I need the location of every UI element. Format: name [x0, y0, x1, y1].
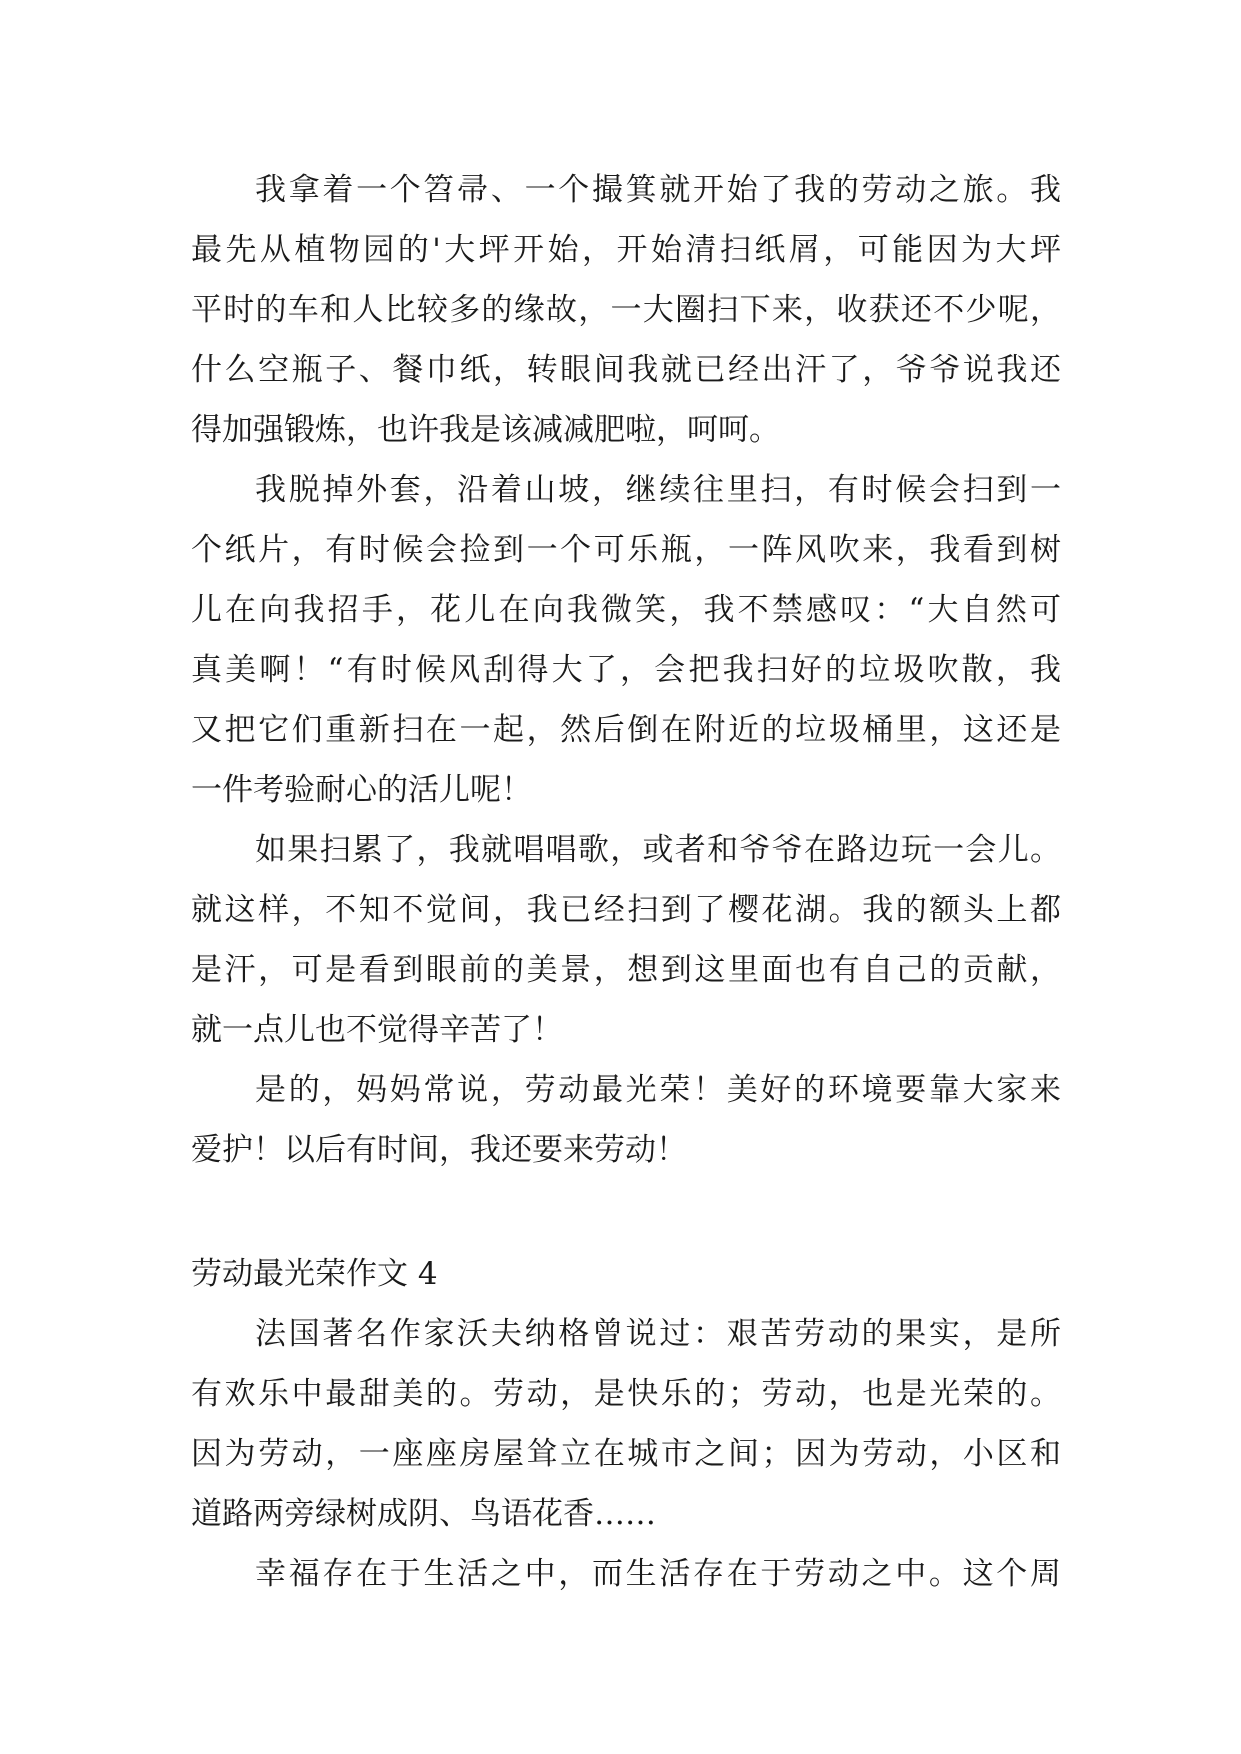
- text-line: 儿在向我招手，花儿在向我微笑，我不禁感叹：“大自然可: [191, 592, 1061, 628]
- text-line: 法国著名作家沃夫纳格曾说过：艰苦劳动的果实，是所: [255, 1316, 1061, 1352]
- text-line: 因为劳动，一座座房屋耸立在城市之间；因为劳动，小区和: [191, 1436, 1061, 1472]
- text-line: 得加强锻炼，也许我是该减减肥啦，呵呵。: [191, 412, 780, 448]
- text-line: 就这样，不知不觉间，我已经扫到了樱花湖。我的额头上都: [191, 892, 1061, 928]
- text-line: 如果扫累了，我就唱唱歌，或者和爷爷在路边玩一会儿。: [255, 832, 1061, 868]
- section-title: 劳动最光荣作文 4: [191, 1256, 438, 1292]
- text-line: 一件考验耐心的活儿呢！: [191, 772, 532, 808]
- text-line: 个纸片，有时候会捡到一个可乐瓶，一阵风吹来，我看到树: [191, 532, 1061, 568]
- paragraph: [191, 460, 1061, 820]
- text-line: 最先从植物园的'大坪开始，开始清扫纸屑，可能因为大坪: [191, 232, 1061, 268]
- paragraph: [191, 1544, 1061, 1604]
- text-line: 我拿着一个笤帚、一个撮箕就开始了我的劳动之旅。我: [255, 172, 1061, 208]
- text-line: 有欢乐中最甜美的。劳动，是快乐的；劳动，也是光荣的。: [191, 1376, 1061, 1412]
- text-line: 什么空瓶子、餐巾纸，转眼间我就已经出汗了，爷爷说我还: [191, 352, 1061, 388]
- text-line: 是汗，可是看到眼前的美景，想到这里面也有自己的贡献，: [191, 952, 1061, 988]
- text-line: 就一点儿也不觉得辛苦了！: [191, 1012, 563, 1048]
- text-line: 真美啊！“有时候风刮得大了，会把我扫好的垃圾吹散，我: [191, 652, 1061, 688]
- text-line: 我脱掉外套，沿着山坡，继续往里扫，有时候会扫到一: [255, 472, 1061, 508]
- text-line: 是的，妈妈常说，劳动最光荣！美好的环境要靠大家来: [255, 1072, 1061, 1108]
- paragraph: [191, 1304, 1061, 1544]
- document-body: [191, 160, 1061, 1604]
- text-line: 道路两旁绿树成阴、鸟语花香……: [191, 1496, 656, 1532]
- paragraph: [191, 1060, 1061, 1180]
- text-line: 幸福存在于生活之中，而生活存在于劳动之中。这个周: [255, 1556, 1061, 1592]
- text-line: 又把它们重新扫在一起，然后倒在附近的垃圾桶里，这还是: [191, 712, 1061, 748]
- paragraph: [191, 160, 1061, 460]
- text-line: 平时的车和人比较多的缘故，一大圈扫下来，收获还不少呢，: [191, 292, 1061, 328]
- paragraph: [191, 820, 1061, 1060]
- text-line: 爱护！以后有时间，我还要来劳动！: [191, 1132, 687, 1168]
